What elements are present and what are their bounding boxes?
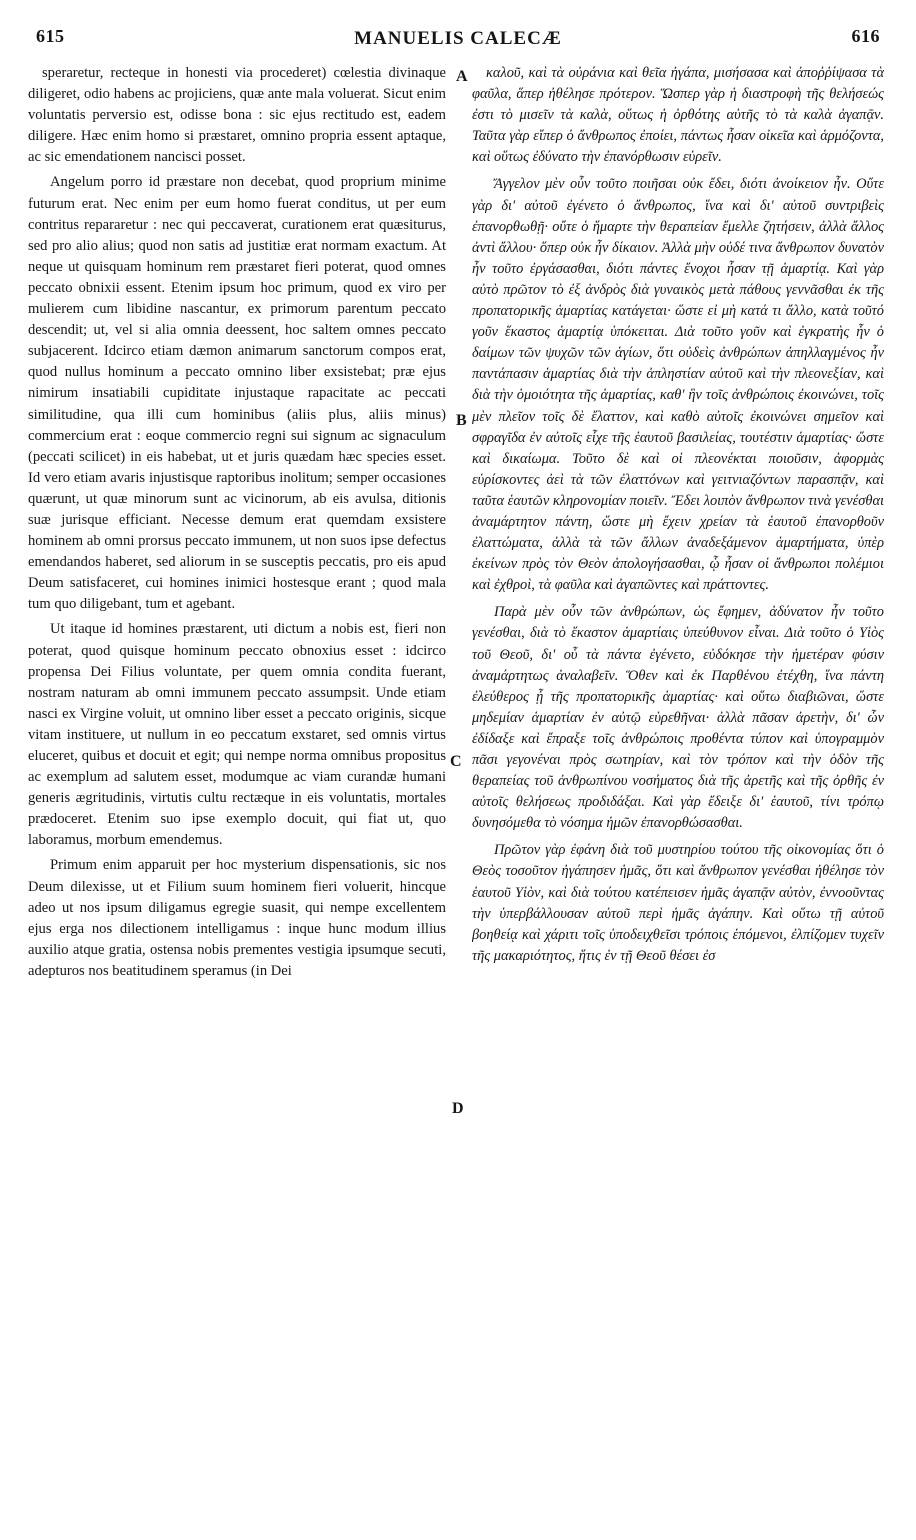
running-title: MANUELIS CALECÆ [354,28,562,49]
page-number-right: 616 [851,26,880,46]
greek-column [472,63,884,1533]
greek-paragraph: Πρῶτον γὰρ ἐφάνη διὰ τοῦ μυστηρίου τούτου τῆς οἰκονομίας ὅτι ὁ Θεὸς τοσοῦτον ἠγάπησεν ἡμᾶς, ὅτι καὶ ἄνθρωπον γενέσθαι ἠθέλησε τὸν ἑαυτοῦ Υἱὸν, καὶ διὰ τούτου κατέπεισεν ἡμᾶς ἀγαπᾷν αὐτὸν, ἐννοοῦντας τὴν ὑπερβάλλουσαν αὐτοῦ περὶ ἡμᾶς ἀγάπην. Καὶ οὕτω τῇ αὐτοῦ βοηθείᾳ καὶ χάριτι τοῖς ὑποδειχθεῖσι τρόποις ἑπόμενοι, ἐλπίζομεν τυχεῖν τῆς μακαριότητος, ἥτις ἐν τῇ Θεοῦ θέσει ἐσ [472,842,884,964]
greek-paragraph: Ἄγγελον μὲν οὖν τοῦτο ποιῆσαι οὐκ ἔδει, διότι ἀνοίκειον ἦν. Οὔτε γὰρ δι' αὐτοῦ ἐγένετο ὁ ἄνθρωπος, ἵνα καὶ δι' αὐτοῦ συντριβεὶς ἐπανορθωθῇ· οὔτε ὁ ἥμαρτε τὴν θεραπείαν ἔμελλε ζητήσειν, ἀλλὰ ἄλλος ἀντὶ ἄλλου· ὅπερ οὐκ ἦν δίκαιον. Ἀλλὰ μὴν οὐδέ τινα ἄνθρωπον δυνατὸν ἦν τοῦτο ἐργάσασθαι, διότι πάντες ἔνοχοι ἦσαν τῇ ἁμαρτίᾳ. Καὶ γὰρ αὐτὸ πρῶτον τὸ ἐξ ἀνδρὸς διὰ γυναικὸς μετὰ πάθους γεννᾶσθαι ἐκ τῆς προπατορικῆς ἁμαρτίας κατάγεται· ὥστε εἰ μὴ κατά τι ἄλλο, κατὰ τοῦτό γοῦν ἕκαστος ἁμαρτίᾳ ὑπόκειται. Διὰ τοῦτο γοῦν καὶ ἐγκρατὴς ἦν ὁ δαίμων τῶν ψυχῶν τῶν ἁγίων, ὅτι οὐδεὶς ἀνθρώπων ἀπηλλαγμένος ἦν παντάπασιν ἁμαρτίας διὰ τὴν ἀπληστίαν αὐτοῦ καὶ τὴν πλεονεξίαν, καὶ διὰ τὴν ὁμοιότητα τῆς ἁμαρτίας, καθ' ἣν τοῖς ἀνθρώποις ἐκοινώνει, τοῖς μὲν πλεῖον τοῖς δὲ ἔλαττον, καὶ καθὸ αὐτοῖς ἐκοινώνει σημεῖον καὶ σφραγῖδα ἐν αὐτοῖς εἶχε τῆς ἑαυτοῦ βασιλείας, τουτέστιν ἁμαρτίας· ὥστε καὶ δικαίωμα. Τοῦτο δὲ καὶ οἱ πλεονέκται ποιοῦσιν, ἀφορμὰς εὑρίσκοντες ἀεὶ τὰ τῶν ἐλαττόνων καὶ γειτνιαζόντων παρασπᾷν, καὶ ταῦτα ἑαυτῶν κληρονομίαν ποιεῖν. Ἔδει λοιπὸν ἄνθρωπον τινὰ γενέσθαι ἀναμάρτητον πάντη, ὥστε μὴ ἔχειν χρείαν τὰ ἑαυτοῦ ἐπανορθοῦν ἐλαττώματα, ἀλλὰ τὰ τῶν ἄλλων ἀναδεξάμενον ἁμαρτήματα, ὑπὲρ ἐκείνων πρὸς τὸν Θεὸν ἀπολογήσασθαι, ᾧ ἦσαν οἱ ἄνθρωποι πολέμιοι καὶ ἐχθροὶ, τὰ φαῦλα καὶ ἀγαπῶντες καὶ πράττοντες. [472,176,884,594]
latin-paragraph: Primum enim apparuit per hoc mysterium dispensationis, sic nos Deum dilexisse, ut et Filium suum hominem fieri voluerit, hincque adeo ut nos ipsum diligamus egregie suasit, qui nempe excellentem ejus erga nos dilectionem intelligamus : inque hunc modum illius auxilio atque gratia, ostensa nobis prementes vestigia ipsumque secuti, adepturos nos beatitudinem speramus (in Dei [28,857,446,979]
latin-column [28,63,446,1533]
margin-marker-c: C [450,753,462,770]
page-number-left: 615 [36,26,65,46]
greek-paragraph: καλοῦ, καὶ τὰ οὐράνια καὶ θεῖα ἠγάπα, μισήσασα καὶ ἀποῤῥίψασα τὰ φαῦλα, ἅπερ ἠθέλησε πρότερον. Ὥσπερ γὰρ ἡ διαστροφὴ τῆς θελήσεώς ἐστι τὸ μισεῖν τὰ καλὰ, οὕτως ἡ ὀρθότης αὐτῆς τὸ τὰ καλὰ ἀγαπᾷν. Ταῦτα γὰρ εἴπερ ὁ ἄνθρωπος ἐποίει, πάντως ἦσαν οἰκεῖα καὶ ἁρμόζοντα, καὶ οὕτως ἐδύνατο τὴν ἐπανόρθωσιν εὑρεῖν. [472,65,884,166]
margin-marker-b: B [456,412,467,429]
latin-paragraph: Ut itaque id homines præstarent, uti dictum a nobis est, fieri non poterat, quod quisque hominum peccato obnoxius esset : idcirco propensa Dei Filius voluntate, per quem omnia condita fuerant, nostram naturam ab omni immunem peccato assumpsit. Unde etiam nasci ex Virgine voluit, ut omnino liber esset a peccato originis, sicque vitam instituere, ut nullum in eo peccatum exstaret, sed omnis virtus eluceret, quibus et docuit et egit; qui nempe norma omnibus propositus ac exemplum ad salutem esset, modumque ac viam curandæ humani generis ægritudinis, virtutis cultu rectæque in eis voluntatis, mortales prædoceret. Etenim suo ipse exemplo docuit, qui fiat ut, quo laboramus, morbum emendemus. [28,621,446,849]
latin-paragraph: speraretur, recteque in honesti via procederet) cœlestia divinaque diligeret, odio habens ac projiciens, quæ ante mala voluerat. Sicut enim voluntatis perversio est, odisse bona : sic ejus rectitudo est, eadem diligere. Hæc enim homo si præstaret, omnino propria essent aptaque, ac sic emendationem nancisci posset. [28,65,446,166]
margin-marker-a: A [456,68,468,85]
latin-paragraph: Angelum porro id præstare non decebat, quod proprium minime futurum erat. Nec enim per eum homo fuerat conditus, ut per eum contritus repararetur : nec qui peccaverat, curationem erat quæsiturus, sed pro alio alius; quod non satis ad justitiæ erat normam exactum. At neque ut quisquam hominum rem præstaret fieri poterat, quod omnes peccato obnixii essent. Etenim ipsum hoc primum, quod ex viro per mulierem cum libidine nascantur, ex primorum parentum peccato descendit; ut, vel si alia omnia deessent, hoc saltem omnes peccato subjacerent. Idcirco etiam dæmon animarum sanctorum compos erat, quod nullus hominum a peccato omnino liber exsistebat; præ ejus nimirum insatiabili cupiditate injustaque rapacitate ac peccati similitudine, qua illi cum hominibus (aliis plus, aliis minus) commercium erat : eoque commercio regni sui signum ac signaculum (peccati scilicet) in eis habebat, ut et juris quædam hæc species esset. Id vero etiam avaris injustisque raptoribus inolitum; semper occasiones quærunt, ut quæ minorum sunt ac vicinorum, ab eis avulsa, ditionis suæ jurisque efficiant. Necesse demum erat quemdam exsistere hominem ab omni prorsus peccato immunem, ut non suos ipse defectus emendandos haberet, sed aliorum in se susceptis peccatis, pro eis apud Deum satisfaceret, cui homines inimici hostesque erant ; quod mala tum quo diligebant, tum et agebant. [28,174,446,613]
running-header [36,8,880,48]
margin-marker-d: D [452,1100,464,1117]
greek-paragraph: Παρὰ μὲν οὖν τῶν ἀνθρώπων, ὡς ἔφημεν, ἀδύνατον ἦν τοῦτο γενέσθαι, διὰ τὸ ἕκαστον ἁμαρτίαις ὑπεύθυνον εἶναι. Διὰ τοῦτο ὁ Υἱὸς τοῦ Θεοῦ, δι' οὗ τὰ πάντα ἐγένετο, εὐδόκησε τὴν ἡμετέραν φύσιν ἀναμάρτητως ἀναλαβεῖν. Ὅθεν καὶ ἐκ Παρθένου ἐτέχθη, ἵνα πάντη ἐλεύθερος ᾖ τῆς προπατορικῆς ἁμαρτίας· καὶ οὕτω διαβιῶναι, ὥστε μηδεμίαν ἁμαρτίαν ἐν αὐτῷ εὑρεθῆναι· ἀλλὰ πᾶσαν ἀρετὴν, δι' ὧν ἐδίδαξε καὶ ἔπραξε τοῖς ἀνθρώποις προθέντα τύπον καὶ ὑπογραμμὸν πᾶσι γεγονέναι πρὸς σωτηρίαν, καὶ τὸν τρόπον καὶ τὴν ὁδὸν τῆς θεραπείας τοῦ ἀνθρωπίνου νοσήματος διὰ τῆς ἀρετῆς καὶ τῆς ὀρθῆς ἐν αὐτοῖς θελήσεως προδιδάξαι. Καὶ γὰρ ἔδειξε δι' ἑαυτοῦ, τίνι τρόπῳ δυνησόμεθα τὸ νόσημα ἡμῶν ἐπανορθώσασθαι. [472,604,884,832]
